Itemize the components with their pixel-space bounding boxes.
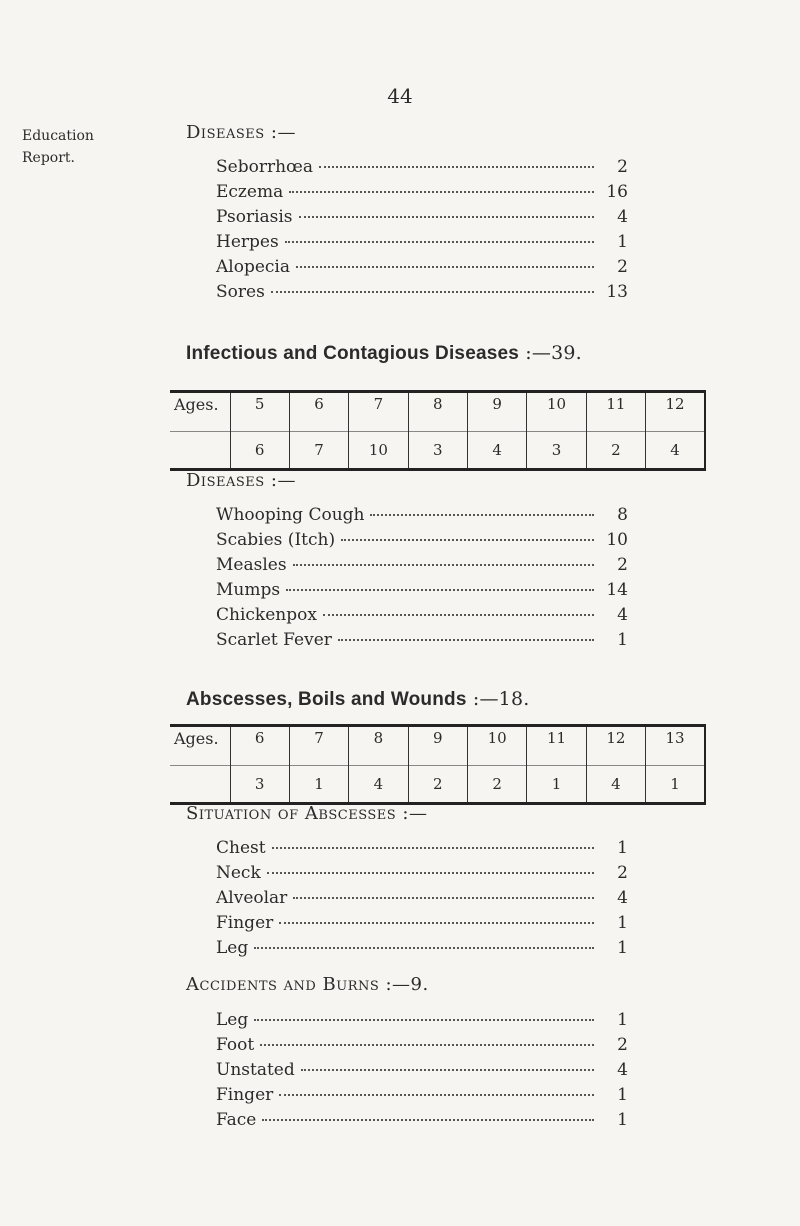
situation-heading: Situation of Abscesses :—: [186, 803, 428, 824]
item-value: 2: [617, 863, 628, 883]
dot-leader: [323, 614, 594, 616]
list-item: [216, 1060, 628, 1085]
item-label: Eczema: [216, 182, 284, 202]
item-label: Whooping Cough: [216, 505, 365, 525]
infectious-age-table: [170, 390, 706, 471]
count-cell: 4: [646, 432, 705, 470]
count-cell: 3: [230, 766, 289, 804]
blank-cell: [170, 432, 230, 470]
item-value: 13: [606, 282, 628, 302]
item-label: Scabies (Itch): [216, 530, 336, 550]
dot-leader: [319, 166, 594, 168]
age-cell: 7: [349, 392, 408, 432]
item-value: 1: [617, 838, 628, 858]
infectious-heading: Infectious and Contagious Diseases :—39.: [186, 342, 582, 364]
item-label: Psoriasis: [216, 207, 293, 227]
margin-note: [22, 125, 94, 169]
dot-leader: [254, 947, 594, 949]
dot-leader: [338, 639, 594, 641]
item-label: Scarlet Fever: [216, 630, 332, 650]
blank-cell: [170, 766, 230, 804]
diseases-list-2: [216, 505, 628, 655]
count-row: [170, 432, 705, 470]
margin-note-line: Education: [22, 128, 94, 144]
abscesses-heading: Abscesses, Boils and Wounds :—18.: [186, 688, 530, 710]
item-value: 4: [617, 1060, 628, 1080]
list-item: [216, 913, 628, 938]
dot-leader: [260, 1044, 594, 1046]
item-value: 1: [617, 232, 628, 252]
count-cell: 6: [230, 432, 289, 470]
item-label: Seborrhœa: [216, 157, 313, 177]
list-item: [216, 257, 628, 282]
list-item: [216, 282, 628, 307]
item-label: Foot: [216, 1035, 255, 1055]
age-cell: 10: [468, 726, 527, 766]
situation-list: [216, 838, 628, 963]
count-row: [170, 766, 705, 804]
dot-leader: [262, 1119, 594, 1121]
item-value: 4: [617, 605, 628, 625]
list-item: [216, 505, 628, 530]
item-value: 8: [617, 505, 628, 525]
list-item: [216, 938, 628, 963]
dot-leader: [289, 191, 594, 193]
count-cell: 4: [349, 766, 408, 804]
item-value: 1: [617, 1010, 628, 1030]
age-cell: 7: [289, 726, 348, 766]
item-value: 16: [606, 182, 628, 202]
list-item: [216, 207, 628, 232]
count-cell: 4: [468, 432, 527, 470]
count-cell: 2: [468, 766, 527, 804]
age-cell: 10: [527, 392, 586, 432]
count-cell: 3: [527, 432, 586, 470]
age-row: [170, 392, 705, 432]
dot-leader: [341, 539, 594, 541]
item-label: Chickenpox: [216, 605, 317, 625]
age-cell: 11: [586, 392, 645, 432]
item-label: Alveolar: [216, 888, 288, 908]
list-item: [216, 555, 628, 580]
item-label: Neck: [216, 863, 261, 883]
dot-leader: [370, 514, 594, 516]
age-cell: 6: [230, 726, 289, 766]
count-cell: 2: [586, 432, 645, 470]
dot-leader: [279, 1094, 594, 1096]
list-item: [216, 157, 628, 182]
count-cell: 10: [349, 432, 408, 470]
abscesses-age-table: [170, 724, 706, 805]
age-cell: 9: [468, 392, 527, 432]
item-label: Face: [216, 1110, 257, 1130]
dot-leader: [279, 922, 594, 924]
age-cell: 6: [289, 392, 348, 432]
age-cell: 8: [349, 726, 408, 766]
list-item: [216, 1110, 628, 1135]
item-label: Leg: [216, 938, 249, 958]
item-value: 1: [617, 938, 628, 958]
item-value: 4: [617, 888, 628, 908]
list-item: [216, 888, 628, 913]
diseases-heading: Diseases :—: [186, 122, 296, 143]
age-cell: 11: [527, 726, 586, 766]
item-value: 2: [617, 257, 628, 277]
age-cell: 12: [646, 392, 705, 432]
count-cell: 1: [527, 766, 586, 804]
count-cell: 1: [289, 766, 348, 804]
list-item: [216, 863, 628, 888]
item-label: Finger: [216, 913, 274, 933]
dot-leader: [271, 291, 594, 293]
item-value: 1: [617, 1110, 628, 1130]
age-cell: 13: [646, 726, 705, 766]
age-cell: 5: [230, 392, 289, 432]
list-item: [216, 182, 628, 207]
page-number: 44: [387, 84, 413, 108]
list-item: [216, 605, 628, 630]
age-cell: 9: [408, 726, 467, 766]
item-label: Measles: [216, 555, 287, 575]
count-cell: 3: [408, 432, 467, 470]
item-value: 10: [606, 530, 628, 550]
dot-leader: [272, 847, 594, 849]
list-item: [216, 232, 628, 257]
age-row: [170, 726, 705, 766]
list-item: [216, 1010, 628, 1035]
margin-note-line: Report.: [22, 150, 75, 166]
item-label: Herpes: [216, 232, 279, 252]
age-cell: 8: [408, 392, 467, 432]
dot-leader: [286, 589, 594, 591]
dot-leader: [293, 897, 594, 899]
dot-leader: [301, 1069, 594, 1071]
list-item: [216, 630, 628, 655]
item-label: Finger: [216, 1085, 274, 1105]
item-value: 14: [606, 580, 628, 600]
item-value: 2: [617, 1035, 628, 1055]
item-label: Chest: [216, 838, 266, 858]
dot-leader: [254, 1019, 594, 1021]
count-cell: 7: [289, 432, 348, 470]
diseases-heading-2: Diseases :—: [186, 470, 296, 491]
count-cell: 4: [586, 766, 645, 804]
list-item: [216, 838, 628, 863]
accidents-list: [216, 1010, 628, 1135]
ages-label: Ages.: [174, 729, 219, 748]
item-value: 1: [617, 630, 628, 650]
dot-leader: [299, 216, 594, 218]
item-value: 2: [617, 555, 628, 575]
accidents-heading: Accidents and Burns :—9.: [186, 974, 429, 995]
dot-leader: [296, 266, 594, 268]
item-label: Unstated: [216, 1060, 295, 1080]
item-label: Alopecia: [216, 257, 290, 277]
item-label: Mumps: [216, 580, 281, 600]
item-value: 1: [617, 1085, 628, 1105]
list-item: [216, 1035, 628, 1060]
item-label: Sores: [216, 282, 265, 302]
dot-leader: [285, 241, 594, 243]
list-item: [216, 530, 628, 555]
item-value: 2: [617, 157, 628, 177]
diseases-list: [216, 157, 628, 307]
item-value: 1: [617, 913, 628, 933]
count-cell: 1: [646, 766, 705, 804]
item-value: 4: [617, 207, 628, 227]
item-label: Leg: [216, 1010, 249, 1030]
age-cell: 12: [586, 726, 645, 766]
dot-leader: [267, 872, 594, 874]
ages-label: Ages.: [174, 395, 219, 414]
count-cell: 2: [408, 766, 467, 804]
list-item: [216, 580, 628, 605]
dot-leader: [293, 564, 594, 566]
list-item: [216, 1085, 628, 1110]
